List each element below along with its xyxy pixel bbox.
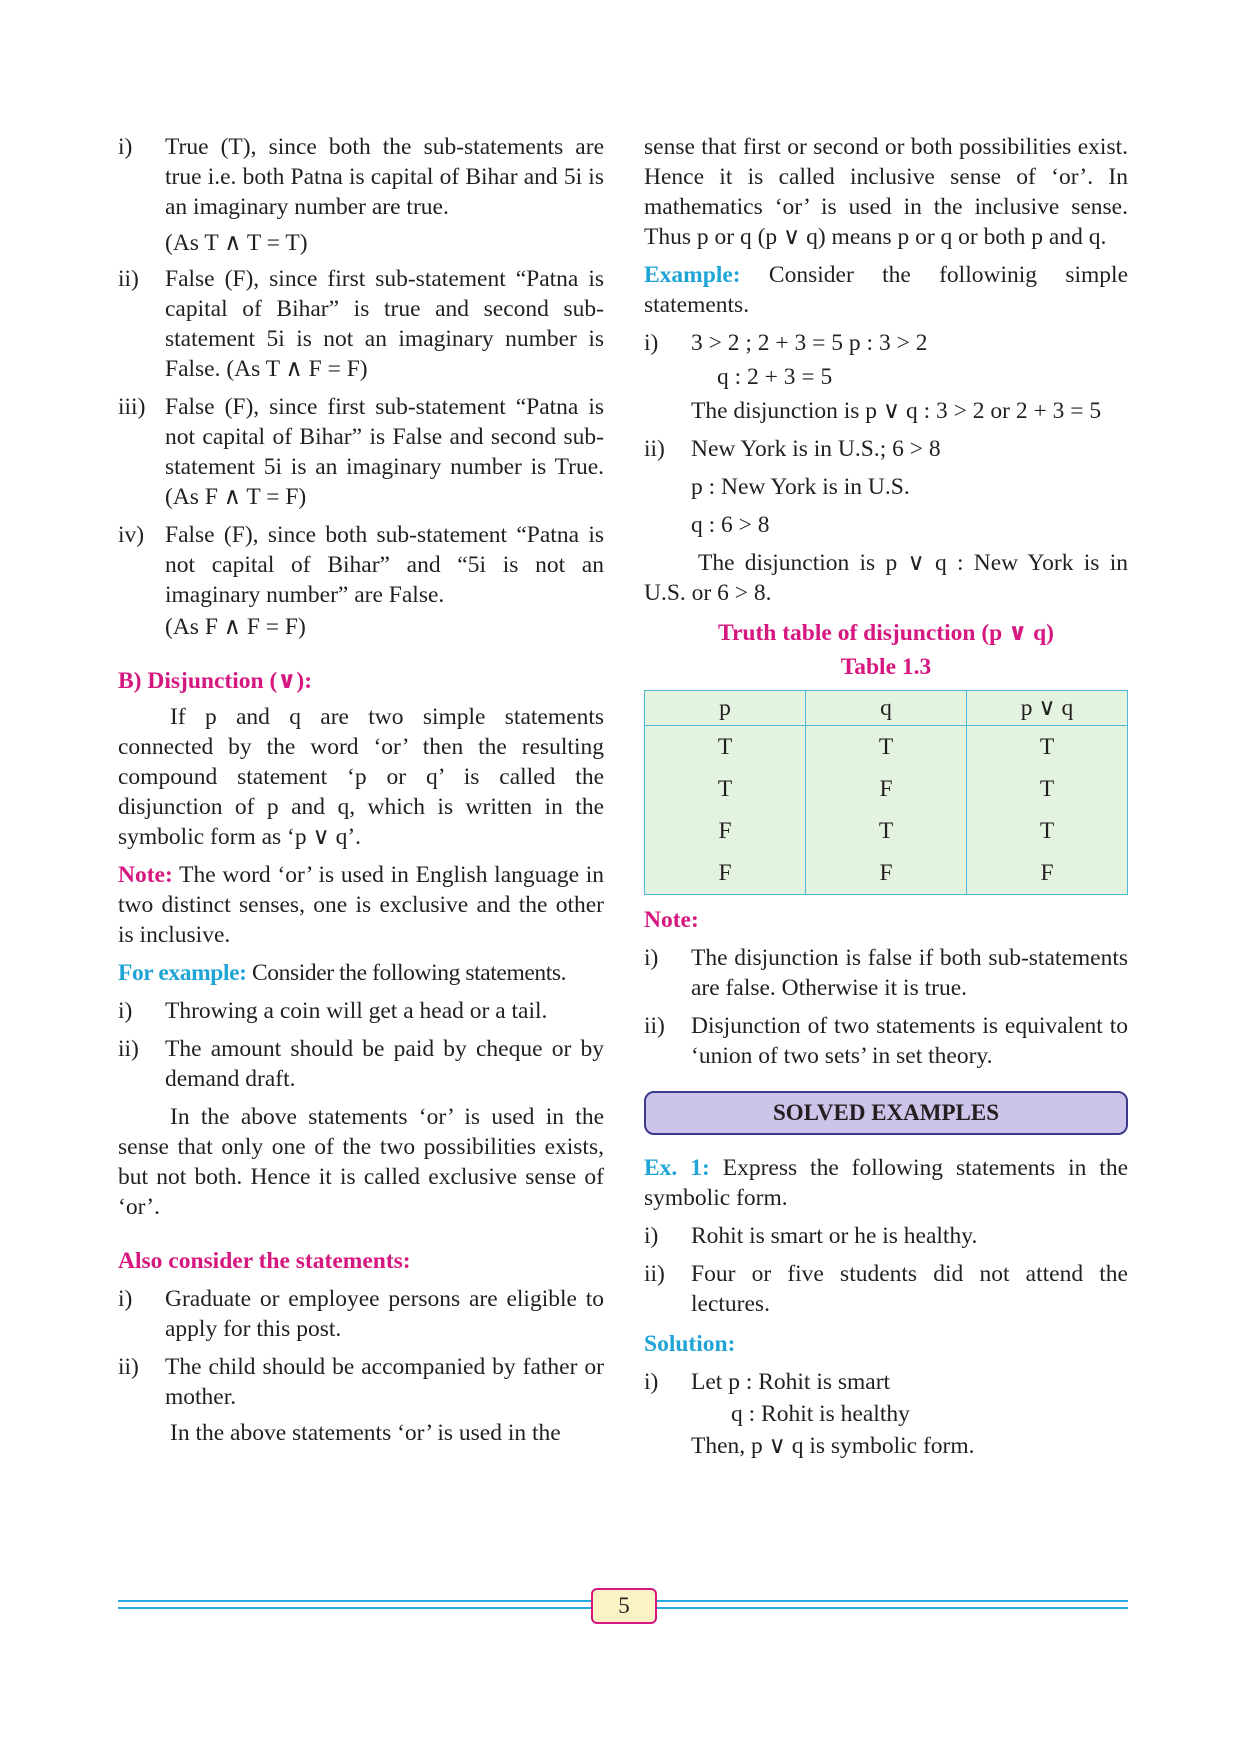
table-number: Table 1.3 [840,654,932,680]
list-item: i) True (T), since both the sub-statements are true i.e. both Patna is capital of Bihar and 5i is an imaginary number are true. (As T ∧ T = T) [118,134,604,256]
list-item: ii) False (F), since first sub-statement “Patna is capital of Bihar” is true and second sub-statement 5i is not an imaginary number is False. (As T ∧ F = F) [118,266,604,382]
list-item: ii) Four or five students did not attend the lectures. [644,1261,1128,1317]
table-cell: T [645,768,806,810]
list-item-note: (As F ∧ F = F) [165,614,306,640]
list-item: i) Rohit is smart or he is healthy. [644,1221,1128,1251]
solution-line: Let p : Rohit is smart [691,1369,891,1395]
section-heading: Also consider the statements: [118,1248,411,1274]
solution-item: i) Let p : Rohit is smart q : Rohit is healthy Then, p ∨ q is symbolic form. [644,1367,1128,1461]
page-number: 5 [591,1588,657,1624]
solution-heading: Solution: [644,1331,736,1357]
table-cell: T [806,726,967,769]
list-item: iii) False (F), since first sub-statement “Patna is not capital of Bihar” is False and second sub-statement 5i is an imaginary number is True. (As F ∧ T = F) [118,394,604,510]
list-item: ii) The amount should be paid by cheque or by demand draft. [118,1036,604,1092]
list-item-text: The child should be accompanied by father or mother. [165,1354,604,1410]
list-item: ii) Disjunction of two statements is equivalent to ‘union of two sets’ in set theory. [644,1013,1128,1069]
list-item-text: False (F), since first sub-statement “Patna is not capital of Bihar” is False and second sub-statement 5i is an imaginary number is True. (As F ∧ T = F) [165,394,604,510]
example-item: ii) New York is in U.S.; 6 > 8 p : New York is in U.S. q : 6 > 8 [644,434,1128,540]
solution-line: Then, p ∨ q is symbolic form. [691,1433,975,1459]
table-cell: F [806,768,967,810]
table-row [645,726,1128,769]
example-item: i) 3 > 2 ; 2 + 3 = 5 p : 3 > 2 q : 2 + 3 = 5 The disjunction is p ∨ q : 3 > 2 or 2 + 3 = 5 [644,328,1128,426]
list-item: i) Graduate or employee persons are eligible to apply for this post. [118,1286,604,1342]
list-item: i) Throwing a coin will get a head or a tail. [118,996,604,1026]
list-item-text: The disjunction is false if both sub-statements are false. Otherwise it is true. [691,945,1128,1001]
list-item-text: False (F), since first sub-statement “Patna is capital of Bihar” is true and second sub-statement 5i is not an imaginary number is False. (As T ∧ F = F) [165,266,604,382]
table-cell: T [967,768,1128,810]
table-header: p ∨ q [967,691,1128,726]
truth-explanations [118,132,604,642]
ex1-paragraph: Ex. 1: Express the following statements in the symbolic form. [644,1155,1128,1211]
example-paragraph: Example: Consider the followinig simple statements. [644,262,1128,318]
example-line: The disjunction is p ∨ q : 3 > 2 or 2 + 3 = 5 [691,398,1102,424]
left-column [118,132,604,1448]
solution-line: q : Rohit is healthy [731,1401,910,1427]
example-line: q : 2 + 3 = 5 [717,364,833,390]
section-heading: B) Disjunction (∨): [118,668,313,694]
table-cell: T [967,810,1128,852]
list-item: i) The disjunction is false if both sub-statements are false. Otherwise it is true. [644,945,1128,1001]
table-row [645,768,1128,810]
page-footer [118,1592,1128,1622]
table-cell: F [645,852,806,895]
for-example-paragraph: For example: Consider the following statements. [118,960,567,986]
list-item-text: Graduate or employee persons are eligible to apply for this post. [165,1286,604,1342]
example-conclusion: The disjunction is p ∨ q : New York is in U.S. or 6 > 8. [644,550,1128,606]
note-paragraph: Note: The word ‘or’ is used in English language in two distinct senses, one is exclusive and the other is inclusive. [118,862,604,948]
example-line: New York is in U.S.; 6 > 8 [691,436,941,462]
list-item-text: True (T), since both the sub-statements are true i.e. both Patna is capital of Bihar and 5i is an imaginary number are true. [165,134,604,220]
list-item: ii) The child should be accompanied by father or mother. [118,1354,604,1410]
truth-table [644,690,1128,895]
table-title: Truth table of disjunction (p ∨ q) [718,620,1054,646]
list-item: iv) False (F), since both sub-statement “Patna is not capital of Bihar” and “5i is not an imaginary number” are False. (As F ∧ F = F) [118,522,604,640]
list-item-text: Throwing a coin will get a head or a tail. [165,998,548,1024]
table-cell: F [967,852,1128,895]
list-item-text: Disjunction of two statements is equivalent to ‘union of two sets’ in set theory. [691,1013,1128,1069]
list-item-text: Rohit is smart or he is healthy. [691,1223,978,1249]
table-header: q [806,691,967,726]
table-header: p [645,691,806,726]
table-cell: F [645,810,806,852]
list-item-text: The amount should be paid by cheque or by demand draft. [165,1036,604,1092]
table-cell: T [806,810,967,852]
example-line: 3 > 2 ; 2 + 3 = 5 p : 3 > 2 [691,330,928,356]
solved-examples-banner: SOLVED EXAMPLES [644,1091,1128,1135]
example-line: q : 6 > 8 [691,512,770,538]
table-row [645,810,1128,852]
table-row [645,852,1128,895]
inclusive-paragraph: sense that first or second or both possibilities exist. Hence it is called inclusive sense of ‘or’. In mathematics ‘or’ is used in the inclusive sense. Thus p or q (p ∨ q) means p or q or both p and q. [644,134,1128,250]
disjunction-definition: If p and q are two simple statements connected by the word ‘or’ then the resulting compound statement ‘p or q’ is called the disjunction of p and q, which is written in the symbolic form as ‘p ∨ q’. [118,704,604,850]
right-column [644,132,1128,1461]
exclusive-paragraph: In the above statements ‘or’ is used in the sense that only one of the two possibilities exists, but not both. Hence it is called exclusive sense of ‘or’. [118,1104,604,1220]
list-item-text: False (F), since both sub-statement “Patna is not capital of Bihar” and “5i is not an imaginary number” are False. [165,522,604,608]
continuing-paragraph: In the above statements ‘or’ is used in the [170,1420,561,1446]
table-cell: T [967,726,1128,769]
list-item-text: Four or five students did not attend the lectures. [691,1261,1128,1317]
example-line: p : New York is in U.S. [691,474,910,500]
table-cell: F [806,852,967,895]
table-header-row [645,691,1128,726]
table-cell: T [645,726,806,769]
list-item-note: (As T ∧ T = T) [165,230,308,256]
note-heading: Note: [644,907,699,933]
